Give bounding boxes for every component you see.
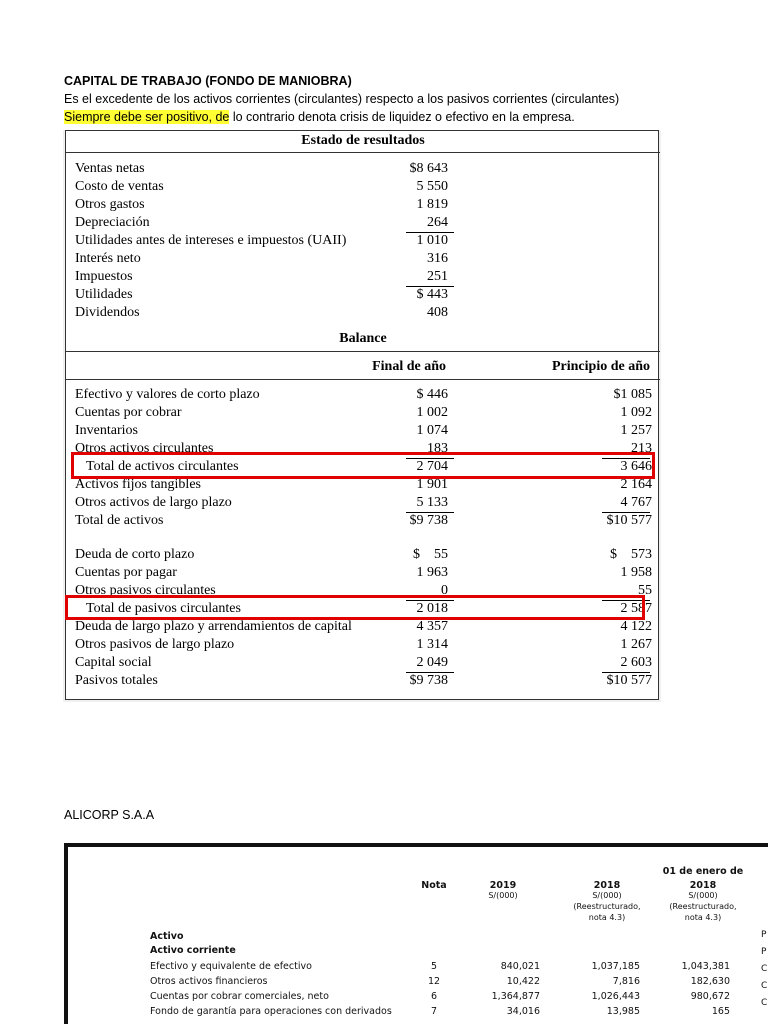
- section-activo-corriente: Activo corriente: [150, 945, 236, 956]
- activo-row: Efectivo y valores de corto plazo $ 446 $1 085: [75, 387, 652, 402]
- col-jan-2018: 01 de enero de: [662, 866, 744, 877]
- intro-line-2: [64, 108, 754, 126]
- col-jan-unit: S/(000): [688, 891, 718, 900]
- pasivo-row: Deuda de largo plazo y arrendamientos de capital 4 357 4 122: [75, 619, 652, 634]
- col-jan-note: nota 4.3): [684, 913, 722, 922]
- estado-row: Costo de ventas 5 550: [75, 179, 448, 194]
- estado-row: Dividendos 408: [75, 305, 448, 320]
- estado-row: Utilidades $ 443: [75, 287, 448, 302]
- col-2018-unit: S/(000): [592, 891, 622, 900]
- activo-total-circulantes-row: Total de activos circulantes 2 704 3 646: [86, 459, 652, 474]
- activo-row: Activos fijos tangibles 1 901 2 164: [75, 477, 652, 492]
- highlight-pasivos-circulantes: [65, 595, 645, 620]
- estado-row: Impuestos 251: [75, 269, 448, 284]
- pasivo-row: Pasivos totales $9 738 $10 577: [75, 673, 652, 688]
- pasivo-row: Cuentas por pagar 1 963 1 958: [75, 565, 652, 580]
- col-jan-note: (Reestructurado,: [669, 902, 737, 911]
- highlight-activos-circulantes: [71, 452, 655, 479]
- activo-row: Cuentas por cobrar 1 002 1 092: [75, 405, 652, 420]
- col-2019: 2019: [489, 880, 517, 891]
- section-activo: Activo: [150, 931, 184, 942]
- intro-line-1: Es el excedente de los activos corrientes (circulantes) respecto a los pasivos corrientes (circulantes): [64, 92, 620, 106]
- pasivo-row: Capital social 2 049 2 603: [75, 655, 652, 670]
- activo-row: Total de activos $9 738 $10 577: [75, 513, 652, 528]
- edge-letter: P: [761, 930, 767, 940]
- col-2019-unit: S/(000): [488, 891, 518, 900]
- pasivo-row: Otros pasivos de largo plazo 1 314 1 267: [75, 637, 652, 652]
- activo-row: Otros activos circulantes 183 213: [75, 441, 652, 456]
- balance-title: Balance: [339, 331, 387, 346]
- activo-row: Otros activos de largo plazo 5 133 4 767: [75, 495, 652, 510]
- edge-letter: C: [761, 981, 768, 991]
- pasivo-row: Deuda de corto plazo $ 55 $ 573: [75, 547, 652, 562]
- financial-statement-figure: [63, 130, 661, 702]
- intro-block: [64, 72, 754, 126]
- col-2018-note: nota 4.3): [588, 913, 626, 922]
- pasivo-total-circulantes-row: Total de pasivos circulantes 2 018 2 587: [86, 601, 652, 616]
- estado-title: Estado de resultados: [301, 133, 425, 148]
- intro-title: CAPITAL DE TRABAJO (FONDO DE MANIOBRA): [64, 74, 352, 88]
- col-2018: 2018: [593, 880, 621, 891]
- edge-letter: C: [761, 998, 768, 1008]
- col-nota: Nota: [421, 880, 447, 891]
- estado-row: Interés neto 316: [75, 251, 448, 266]
- edge-letter: C: [761, 964, 768, 974]
- col-2018-note: (Reestructurado,: [573, 902, 641, 911]
- estado-row: Otros gastos 1 819: [75, 197, 448, 212]
- intro-line-2-rest: lo contrario denota crisis de liquidez o efectivo en la empresa.: [229, 110, 575, 124]
- edge-letter: P: [761, 947, 767, 957]
- col-principio-ano: Principio de año: [551, 359, 650, 374]
- pasivo-row: Otros pasivos circulantes 0 55: [75, 583, 652, 598]
- col-jan-2018-year: 2018: [689, 880, 717, 891]
- estado-divider: [66, 152, 660, 153]
- estado-row: Utilidades antes de intereses e impuestos (UAII) 1 010: [75, 233, 448, 248]
- highlighted-text: Siempre debe ser positivo, de: [64, 110, 230, 124]
- estado-row: Ventas netas $8 643: [75, 161, 448, 176]
- activo-row: Inventarios 1 074 1 257: [75, 423, 652, 438]
- alicorp-balance-table: Nota 2019 S/(000) 2018 S/(000) (Reestructurado, nota 4.3) 01 de enero de 2018 S/(000) (Reestructurado, nota 4.3) Activo Activo corriente Efectivo y equivalente de efectivo 5 840,021 1,037,185 1,043,381 Otros activos financieros 12 10,422 7,816 182,630 Cuentas por cobrar comerciales, neto 6 1,364,877 1,026,443 980,672 Fondo de garantía para operaciones con derivados 7 34,016 13,985 165: [64, 843, 768, 1024]
- alicorp-label: ALICORP S.A.A: [64, 808, 155, 822]
- estado-row: Depreciación 264: [75, 215, 448, 230]
- balance-divider: [66, 351, 660, 352]
- balance-header-divider: [66, 379, 660, 380]
- col-final-ano: Final de año: [372, 359, 446, 374]
